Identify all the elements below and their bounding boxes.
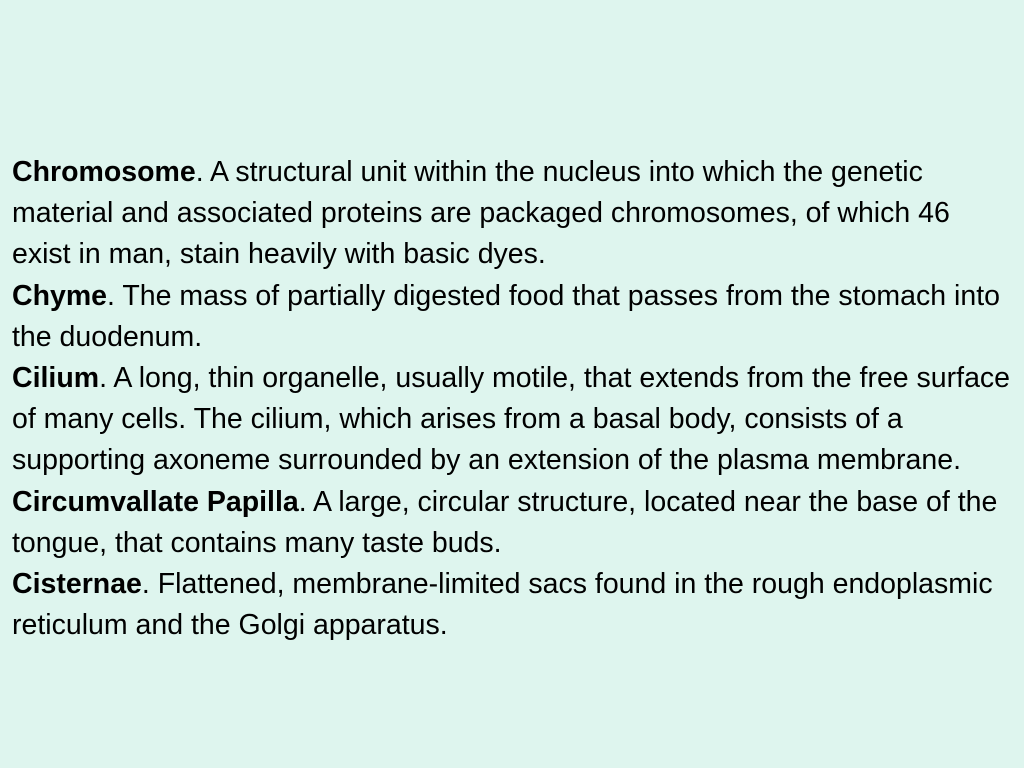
glossary-definition: . A structural unit within the nucleus into which the genetic material and associated proteins are packaged chromosomes, of which 46 exist in man, stain heavily with basic dyes. xyxy=(12,156,950,271)
glossary-entry-chromosome xyxy=(12,152,1012,276)
glossary-term: Cisternae xyxy=(12,568,142,601)
glossary-term: Chromosome xyxy=(12,156,196,188)
glossary-definition: . The mass of partially digested food that passes from the stomach into the duodenum. xyxy=(12,279,1000,353)
glossary-definition: . Flattened, membrane-limited sacs found in the rough endoplasmic reticulum and the Golgi apparatus. xyxy=(12,568,993,642)
glossary-definition: . A large, circular structure, located near the base of the tongue, that contains many taste buds. xyxy=(12,485,998,559)
glossary-entry-cisternae xyxy=(12,564,1012,646)
glossary-entry-chyme xyxy=(12,276,1012,358)
glossary-term: Cilium xyxy=(12,362,100,395)
glossary-slide xyxy=(12,152,1012,646)
glossary-term: Chyme xyxy=(12,279,108,312)
glossary-definition: . A long, thin organelle, usually motile, that extends from the free surface of many cells. The cilium, which arises from a basal body, consists of a supporting axoneme surrounded by an extension of the plasma membrane. xyxy=(12,362,1011,477)
glossary-entry-cilium xyxy=(12,358,1012,482)
glossary-term: Circumvallate Papilla xyxy=(12,485,299,518)
glossary-entry-circumvallate-papilla xyxy=(12,482,1012,564)
